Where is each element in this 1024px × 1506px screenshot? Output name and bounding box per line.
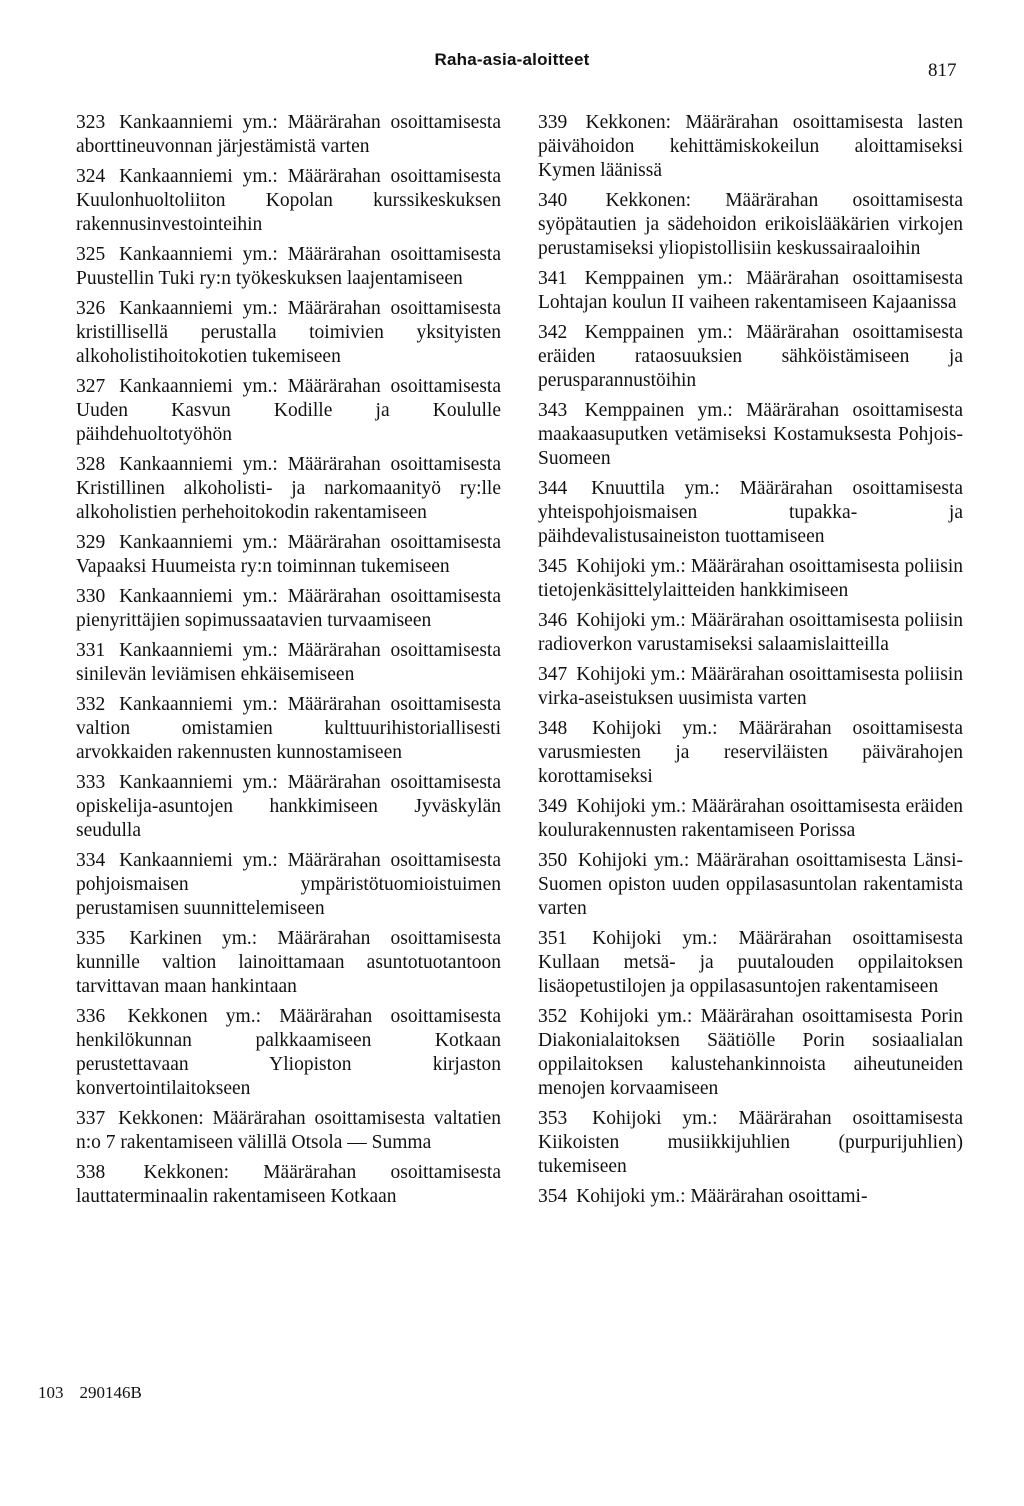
motion-entry xyxy=(76,927,501,999)
motion-number: 323 xyxy=(76,112,106,133)
motion-text: Kankaanniemi ym.: Määrärahan osoittamisesta sinilevän leviämisen ehkäisemiseen xyxy=(76,640,501,685)
motion-text: Kankaanniemi ym.: Määrärahan osoittamisesta Puustellin Tuki ry:n työkeskuksen laajentamiseen xyxy=(76,244,501,289)
motion-text: Kohijoki ym.: Määrärahan osoittamisesta Kullaan metsä- ja puutalouden oppilaitoksen lisäopetustilojen ja oppilasasuntojen rakentamiseen xyxy=(538,928,963,997)
motion-entry xyxy=(538,399,963,471)
motion-number: 340 xyxy=(538,190,568,211)
motion-text: Kohijoki ym.: Määrärahan osoittamisesta Porin Diakonialaitoksen Säätiölle Porin sosiaalialan oppilaitoksen kalustehankinnoista aiheutuneiden menojen korvaamiseen xyxy=(538,1006,964,1099)
motion-number: 341 xyxy=(538,268,568,289)
motion-number: 350 xyxy=(538,850,568,871)
motion-entry xyxy=(76,849,501,921)
motion-text: Kohijoki ym.: Määrärahan osoittamisesta poliisin virka-aseistuksen uusimista varten xyxy=(538,664,964,709)
motion-text: Karkinen ym.: Määrärahan osoittamisesta kunnille valtion lainoittamaan asuntotuotantoon tarvittavan maan hankintaan xyxy=(76,928,502,997)
motion-text: Kohijoki ym.: Määrärahan osoittamisesta Länsi-Suomen opiston uuden oppilasasuntolan rakentamista varten xyxy=(538,850,964,919)
motion-text: Kohijoki ym.: Määrärahan osoittami- xyxy=(576,1186,868,1207)
motion-number: 326 xyxy=(76,298,106,319)
motion-text: Kemppainen ym.: Määrärahan osoittamisesta Lohtajan koulun II vaiheen rakentamiseen Kajaanissa xyxy=(538,268,963,313)
motion-text: Kankaanniemi ym.: Määrärahan osoittamisesta opiskelija-asuntojen hankkimiseen Jyväskylän seudulla xyxy=(76,772,501,841)
motion-entry xyxy=(538,717,963,789)
motion-entry xyxy=(538,111,963,183)
motion-text: Kohijoki ym.: Määrärahan osoittamisesta poliisin tietojenkäsittelylaitteiden hankkimiseen xyxy=(538,556,964,601)
motion-entry xyxy=(538,795,963,843)
motion-number: 324 xyxy=(76,166,106,187)
motion-text: Kankaanniemi ym.: Määrärahan osoittamisesta valtion omistamien kulttuurihistoriallisesti arvokkaiden rakennusten kunnostamiseen xyxy=(76,694,501,763)
motion-entry xyxy=(76,165,501,237)
right-column xyxy=(538,111,963,1215)
motion-number: 333 xyxy=(76,772,106,793)
motion-number: 338 xyxy=(76,1162,106,1183)
left-column xyxy=(76,111,501,1215)
motion-number: 331 xyxy=(76,640,106,661)
motion-entry xyxy=(76,1161,501,1209)
motion-number: 332 xyxy=(76,694,106,715)
motion-number: 327 xyxy=(76,376,106,397)
motion-number: 346 xyxy=(538,610,568,631)
motion-text: Kemppainen ym.: Määrärahan osoittamisesta maakaasuputken vetämiseksi Kostamuksesta Pohjois-Suomeen xyxy=(538,400,963,469)
motion-text: Kekkonen ym.: Määrärahan osoittamisesta henkilökunnan palkkaamiseen Kotkaan perustettavaan Yliopiston kirjaston konvertointilaitokseen xyxy=(76,1006,501,1099)
motion-number: 349 xyxy=(538,796,568,817)
motion-text: Kankaanniemi ym.: Määrärahan osoittamisesta Kuulonhuoltoliiton Kopolan kurssikeskuksen rakennusinvestointeihin xyxy=(76,166,501,235)
motion-text: Kohijoki ym.: Määrärahan osoittamisesta eräiden koulurakennusten rakentamiseen Porissa xyxy=(538,796,963,841)
motion-number: 344 xyxy=(538,478,568,499)
motion-text: Kankaanniemi ym.: Määrärahan osoittamisesta kristillisellä perustalla toimivien yksityisten alkoholistihoitokotien tukemiseen xyxy=(76,298,501,367)
motion-text: Kankaanniemi ym.: Määrärahan osoittamisesta Vapaaksi Huumeista ry:n toiminnan tukemiseen xyxy=(76,532,501,577)
print-code: 290146B xyxy=(79,1383,142,1402)
motion-entry xyxy=(76,1107,501,1155)
motion-entry xyxy=(538,1107,963,1179)
motion-number: 325 xyxy=(76,244,106,265)
motion-number: 339 xyxy=(538,112,568,133)
motion-number: 345 xyxy=(538,556,568,577)
motion-text: Kemppainen ym.: Määrärahan osoittamisesta eräiden rataosuuksien sähköistämiseen ja perusparannustöihin xyxy=(538,322,963,391)
motion-entry xyxy=(76,453,501,525)
motion-entry xyxy=(538,477,963,549)
motion-number: 337 xyxy=(76,1108,106,1129)
motion-number: 330 xyxy=(76,586,106,607)
motion-entry xyxy=(76,297,501,369)
motion-entry xyxy=(538,267,963,315)
motion-text: Kankaanniemi ym.: Määrärahan osoittamisesta pienyrittäjien sopimussaatavien turvaamiseen xyxy=(76,586,501,631)
motion-number: 335 xyxy=(76,928,106,949)
motion-entry xyxy=(76,243,501,291)
motion-entry xyxy=(76,111,501,159)
motion-text: Kekkonen: Määrärahan osoittamisesta syöpätautien ja sädehoidon erikoislääkärien virkojen perustamiseksi yliopistollisiin keskussairaaloihin xyxy=(538,190,963,259)
motion-entry xyxy=(76,585,501,633)
motion-number: 343 xyxy=(538,400,568,421)
page-number: 817 xyxy=(928,60,957,81)
motion-text: Kankaanniemi ym.: Määrärahan osoittamisesta Uuden Kasvun Kodille ja Koululle päihdehuoltotyöhön xyxy=(76,376,501,445)
motion-entry xyxy=(76,639,501,687)
motion-entry xyxy=(538,1185,963,1209)
motion-text: Kohijoki ym.: Määrärahan osoittamisesta Kiikoisten musiikkijuhlien (purpurijuhlien) tukemiseen xyxy=(538,1108,963,1177)
motion-entry xyxy=(538,849,963,921)
motion-entry xyxy=(76,771,501,843)
motion-number: 347 xyxy=(538,664,568,685)
page-footer xyxy=(38,1383,142,1403)
motion-number: 334 xyxy=(76,850,106,871)
motion-number: 328 xyxy=(76,454,106,475)
running-title: Raha-asia-aloitteet xyxy=(434,50,590,69)
motion-entry xyxy=(538,555,963,603)
motion-entry xyxy=(538,609,963,657)
motion-text: Kekkonen: Määrärahan osoittamisesta valtatien n:o 7 rakentamiseen välillä Otsola — Summa xyxy=(76,1108,501,1153)
motion-entry xyxy=(76,531,501,579)
motion-text: Kankaanniemi ym.: Määrärahan osoittamisesta Kristillinen alkoholisti- ja narkomaanityö ry:lle alkoholistien perhehoitokodin rakentamiseen xyxy=(76,454,501,523)
motion-entry xyxy=(538,927,963,999)
motion-entry xyxy=(538,189,963,261)
motion-text: Kankaanniemi ym.: Määrärahan osoittamisesta pohjoismaisen ympäristötuomioistuimen perustamisen suunnittelemiseen xyxy=(76,850,501,919)
motion-number: 342 xyxy=(538,322,568,343)
motion-entry xyxy=(76,375,501,447)
motion-number: 329 xyxy=(76,532,106,553)
motion-entry xyxy=(538,321,963,393)
motion-number: 348 xyxy=(538,718,568,739)
motion-text: Kekkonen: Määrärahan osoittamisesta lauttaterminaalin rakentamiseen Kotkaan xyxy=(76,1162,501,1207)
motion-number: 353 xyxy=(538,1108,568,1129)
motion-number: 336 xyxy=(76,1006,106,1027)
motion-entry xyxy=(538,1005,963,1101)
motion-entry xyxy=(76,693,501,765)
motion-entry xyxy=(538,663,963,711)
motion-text: Kankaanniemi ym.: Määrärahan osoittamisesta aborttineuvonnan järjestämistä varten xyxy=(76,112,501,157)
motion-number: 351 xyxy=(538,928,568,949)
motion-number: 352 xyxy=(538,1006,568,1027)
motion-text: Kekkonen: Määrärahan osoittamisesta lasten päivähoidon kehittämiskokeilun aloittamiseksi Kymen läänissä xyxy=(538,112,963,181)
motion-text: Kohijoki ym.: Määrärahan osoittamisesta poliisin radioverkon varustamiseksi salaamislaitteilla xyxy=(538,610,964,655)
signature-number: 103 xyxy=(38,1383,64,1402)
motion-text: Knuuttila ym.: Määrärahan osoittamisesta yhteispohjoismaisen tupakka- ja päihdevalistusaineiston tuottamiseen xyxy=(538,478,963,547)
motion-text: Kohijoki ym.: Määrärahan osoittamisesta varusmiesten ja reserviläisten päivärahojen korottamiseksi xyxy=(538,718,963,787)
motion-number: 354 xyxy=(538,1186,568,1207)
motion-entry xyxy=(76,1005,501,1101)
